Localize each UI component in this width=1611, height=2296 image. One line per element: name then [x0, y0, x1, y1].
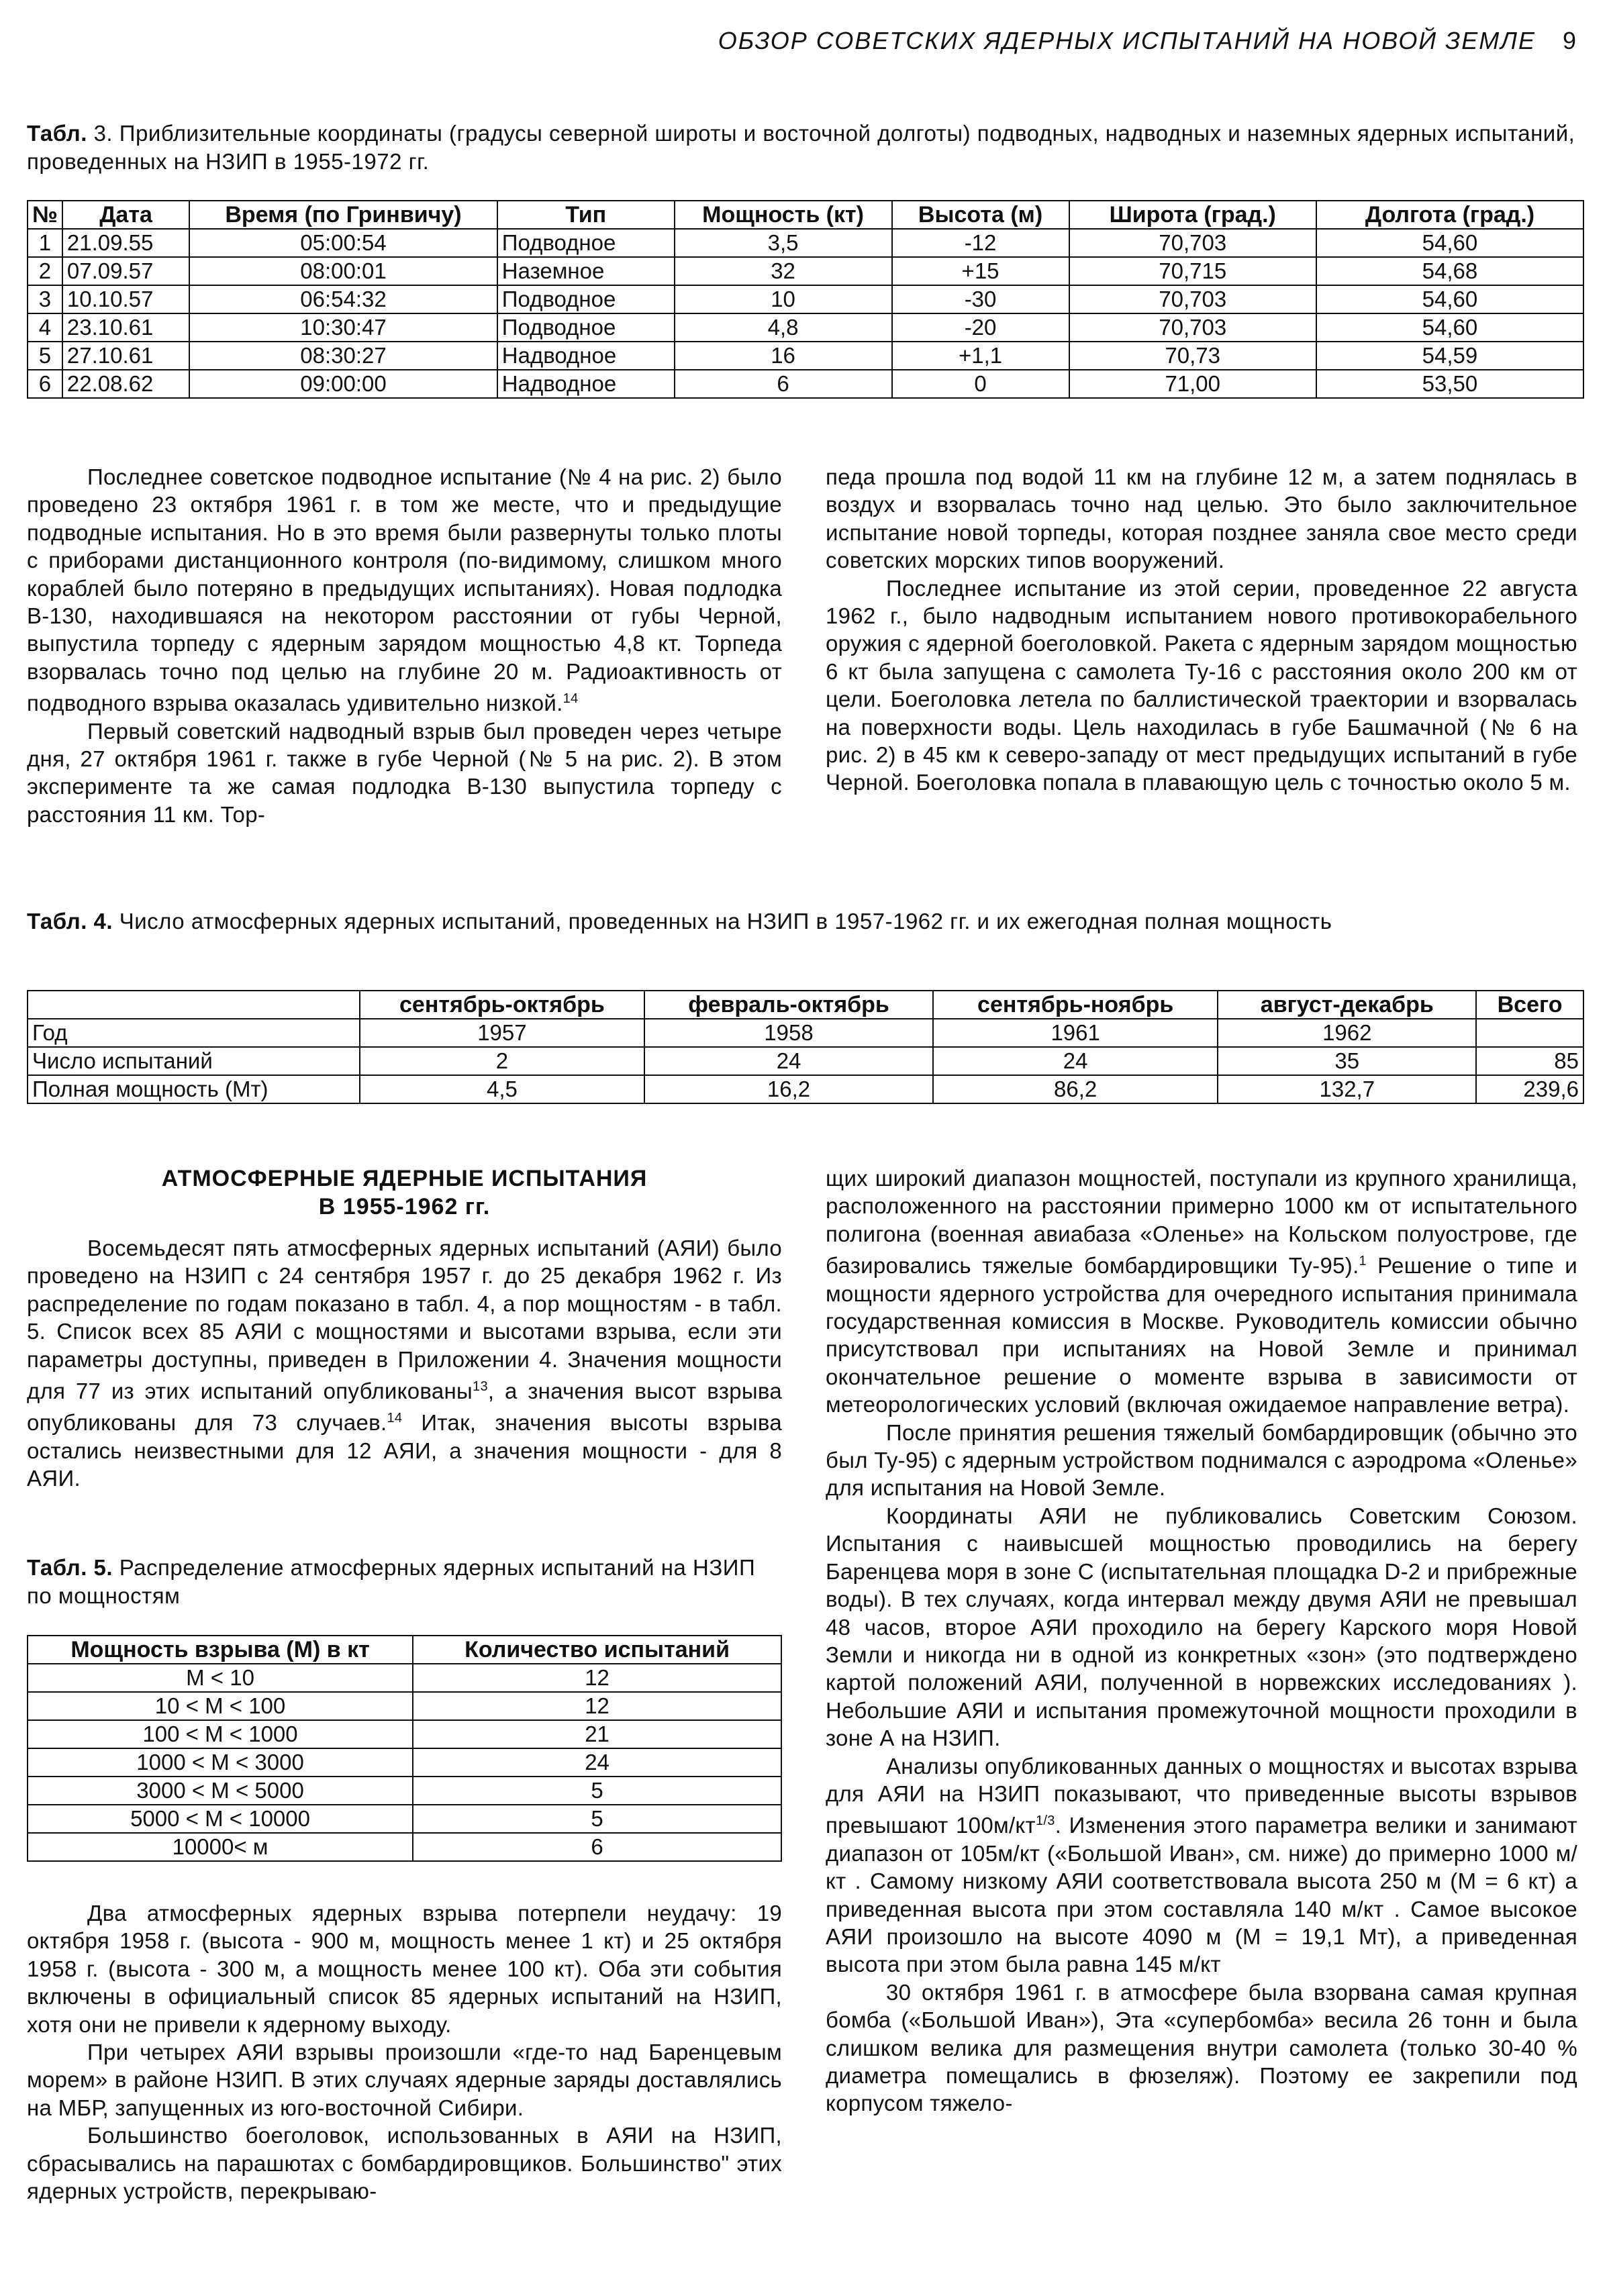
table-cell: 86,2	[933, 1075, 1218, 1103]
table-cell: 70,703	[1069, 313, 1316, 342]
table-cell: 6	[675, 370, 892, 398]
table-row	[28, 257, 1583, 285]
table3	[27, 200, 1584, 399]
running-header	[671, 27, 1577, 58]
table-cell: Подводное	[497, 313, 675, 342]
table5-caption-text: Распределение атмосферных ядерных испытаний на НЗИП по мощностям	[27, 1555, 756, 1608]
table-cell: 09:00:00	[189, 370, 497, 398]
column-header: Мощность (кт)	[675, 201, 892, 229]
table-cell: 12	[413, 1664, 781, 1692]
table-cell: 21	[413, 1720, 781, 1748]
table-cell: 2	[360, 1047, 645, 1075]
table-cell: 08:00:01	[189, 257, 497, 285]
footnote-ref: 1	[1359, 1254, 1367, 1269]
table-cell: 3000 < M < 5000	[28, 1777, 413, 1805]
column-header: Количество испытаний	[413, 1636, 781, 1664]
table-cell: 5000 < M < 10000	[28, 1805, 413, 1833]
table-row	[28, 1833, 781, 1861]
section2-right-column	[826, 1164, 1577, 2117]
table-cell: 10.10.57	[62, 285, 189, 313]
section-title	[27, 1164, 782, 1221]
paragraph-text: Первый советский надводный взрыв был проведен через четыре дня, 27 октября 1961 г. также в губе Черной (№ 5 на рис. 2). В этом эксперименте та же самая подлодка В-130 выпустила торпеду с расстояния 11 км. Тор-	[27, 718, 782, 827]
section2-intro-paragraph	[27, 1234, 782, 1493]
table-cell: 70,73	[1069, 342, 1316, 370]
table-cell: -30	[892, 285, 1069, 313]
table-row	[28, 313, 1583, 342]
paragraph	[826, 1752, 1577, 1979]
table-cell: 21.09.55	[62, 229, 189, 257]
column-header: август-декабрь	[1218, 991, 1476, 1019]
table-cell: Год	[28, 1019, 360, 1047]
table-cell: 16,2	[644, 1075, 933, 1103]
table-cell: 54,59	[1316, 342, 1583, 370]
paragraph	[826, 1419, 1577, 1502]
column-header: февраль-октябрь	[644, 991, 933, 1019]
table-cell: Подводное	[497, 285, 675, 313]
paragraph	[826, 575, 1577, 797]
table-cell: 53,50	[1316, 370, 1583, 398]
table5-label: Табл. 5.	[27, 1555, 113, 1580]
table-cell: 6	[28, 370, 62, 398]
section1-right-column	[826, 463, 1577, 797]
table3-header-row	[28, 201, 1583, 229]
table-cell: Наземное	[497, 257, 675, 285]
table-cell: 1957	[360, 1019, 645, 1047]
column-header: Дата	[62, 201, 189, 229]
table-cell: 2	[28, 257, 62, 285]
paragraph-text: Последнее испытание из этой серии, проведенное 22 августа 1962 г., было надводным испытанием нового противокорабельного оружия с ядерной боеголовкой. Ракета с ядерным зарядом мощностью 6 кт была запущена с самолета Ту-16 с расстояния около 200 км от цели. Боеголовка летела по баллистической траектории и взорвалась на поверхности воды. Цель находилась в губе Башмачной (№ 6 на рис. 2) в 45 км к северо-западу от мест предыдущих испытаний в губе Черной. Боеголовка попала в плавающую цель с точностью около 5 м.	[826, 575, 1577, 795]
paragraph-text: . Изменения этого параметра велики и занимают диапазон от 105м/кт («Большой Иван», см. ниже) до примерно 1000 м/кт . Самому низкому АЯИ соответствовала высота 250 м (М = 6 кт) а приведенная высота при этом составляла 140 м/кт . Самое высокое АЯИ произошло на высоте 4090 м (М = 19,1 Мт), а приведенная высота при этом была равна 145 м/кт	[826, 1813, 1577, 1977]
table-cell: 71,00	[1069, 370, 1316, 398]
column-header: Время (по Гринвичу)	[189, 201, 497, 229]
table-cell: 1000 < M < 3000	[28, 1748, 413, 1777]
table-row	[28, 342, 1583, 370]
table-cell: 24	[644, 1047, 933, 1075]
table-cell: 10000< м	[28, 1833, 413, 1861]
table-cell: 4,5	[360, 1075, 645, 1103]
table-row	[28, 229, 1583, 257]
table-cell: M < 10	[28, 1664, 413, 1692]
section-title-line2: В 1955-1962 гг.	[318, 1194, 491, 1219]
column-header: сентябрь-октябрь	[360, 991, 645, 1019]
footnote-ref: 13	[473, 1379, 488, 1395]
paragraph-text: 30 октября 1961 г. в атмосфере была взорвана самая крупная бомба («Большой Иван»), Эта «супербомба» весила 26 тонн и была слишком велика для размещения внутри самолета (только 30-40 % диаметра помещались в фюзеляж). Поэтому ее закрепили под корпусом тяжело-	[826, 1979, 1577, 2116]
table-row	[28, 1720, 781, 1748]
paragraph	[826, 1979, 1577, 2117]
table4-caption-text: Число атмосферных ядерных испытаний, проведенных на НЗИП в 1957-1962 гг. и их ежегодная полная мощность	[119, 909, 1332, 934]
table-cell: 23.10.61	[62, 313, 189, 342]
table-cell: Надводное	[497, 342, 675, 370]
paragraph-text: Большинство боеголовок, использованных в АЯИ на НЗИП, сбрасывались на парашютах с бомбардировщиков. Большинство" этих ядерных устройств, перекрываю-	[27, 2123, 782, 2204]
section1-left-column	[27, 463, 782, 828]
table3-label: Табл.	[27, 121, 87, 146]
table-row	[28, 285, 1583, 313]
table-cell: 07.09.57	[62, 257, 189, 285]
table-cell: 0	[892, 370, 1069, 398]
table-cell: +1,1	[892, 342, 1069, 370]
section-title-line1: АТМОСФЕРНЫЕ ЯДЕРНЫЕ ИСПЫТАНИЯ	[161, 1166, 648, 1191]
table-cell: 08:30:27	[189, 342, 497, 370]
table-row	[28, 370, 1583, 398]
table-cell: -20	[892, 313, 1069, 342]
table-cell: 24	[933, 1047, 1218, 1075]
paragraph-text: Два атмосферных ядерных взрыва потерпели неудачу: 19 октября 1958 г. (высота - 900 м, мощность менее 1 кт) и 25 октября 1958 г. (высота - 300 м, а мощность менее 100 кт). Оба эти события включены в официальный список 85 ядерных испытаний на НЗИП, хотя они не привели к ядерному выходу.	[27, 1901, 782, 2037]
table-row	[28, 1805, 781, 1833]
column-header: Мощность взрыва (М) в кт	[28, 1636, 413, 1664]
table-cell: 1962	[1218, 1019, 1476, 1047]
table-cell: 54,68	[1316, 257, 1583, 285]
table5	[27, 1635, 782, 1862]
table-cell: Подводное	[497, 229, 675, 257]
table-cell: 5	[28, 342, 62, 370]
table-cell: -12	[892, 229, 1069, 257]
table-row	[28, 1075, 1583, 1103]
section2-left-column	[27, 1164, 782, 1493]
table5-header-row	[28, 1636, 781, 1664]
table-cell: 1961	[933, 1019, 1218, 1047]
table-cell: 3	[28, 285, 62, 313]
table3-caption	[27, 119, 1584, 176]
table-cell: 54,60	[1316, 229, 1583, 257]
table3-number: 3.	[93, 121, 113, 146]
paragraph	[826, 463, 1577, 575]
column-header: Долгота (град.)	[1316, 201, 1583, 229]
table-cell	[1476, 1019, 1583, 1047]
table-cell: 5	[413, 1805, 781, 1833]
table-cell: 100 < M < 1000	[28, 1720, 413, 1748]
paragraph	[27, 1899, 782, 2038]
paragraph	[27, 717, 782, 829]
table-row	[28, 1664, 781, 1692]
table-cell: 4,8	[675, 313, 892, 342]
table-row	[28, 1019, 1583, 1047]
column-header: Всего	[1476, 991, 1583, 1019]
intro-text-1: Восемьдесят пять атмосферных ядерных испытаний (АЯИ) было проведено на НЗИП с 24 сентября 1957 г. до 25 декабря 1962 г. Из распределение по годам показано в табл. 4, а пор мощностям - в табл. 5. Список всех 85 АЯИ с мощностями и высотами взрыва, если эти параметры доступны, приведен в Приложении 4. Значения мощности для 77 из этих испытаний опубликованы	[27, 1236, 782, 1404]
table-cell: 4	[28, 313, 62, 342]
table-cell: Число испытаний	[28, 1047, 360, 1075]
paragraph-text: Анализы опубликованных данных о мощностях и высотах взрыва для АЯИ на НЗИП показывают, что приведенные высоты взрывов превышают 100м/кт	[826, 1753, 1577, 1838]
table-cell: 32	[675, 257, 892, 285]
intro-text-2: , а значения высот взрыва опубликованы для 73 случаев.	[27, 1379, 782, 1436]
table-cell: 5	[413, 1777, 781, 1805]
table-cell: 239,6	[1476, 1075, 1583, 1103]
table4-body	[28, 1019, 1583, 1103]
table4-caption	[27, 907, 1584, 936]
table-cell: 54,60	[1316, 313, 1583, 342]
table-row	[28, 1692, 781, 1720]
table-cell: 05:00:54	[189, 229, 497, 257]
table-cell: 1	[28, 229, 62, 257]
table3-body	[28, 229, 1583, 398]
paragraph	[27, 2122, 782, 2205]
intro-text-3: Итак, значения высоты взрыва остались неизвестными для 12 АЯИ, а значения мощности - для 8 АЯИ.	[27, 1410, 782, 1491]
column-header: №	[28, 201, 62, 229]
table-cell: Полная мощность (Мт)	[28, 1075, 360, 1103]
table-cell: 70,715	[1069, 257, 1316, 285]
table-cell: 54,60	[1316, 285, 1583, 313]
table-cell: Надводное	[497, 370, 675, 398]
paragraph-text: педа прошла под водой 11 км на глубине 12 м, а затем поднялась в воздух и взорвалась точно над целью. Это было заключительное испытание новой торпеды, которая позднее заняла свое место среди советских морских типов вооружений.	[826, 464, 1577, 573]
column-header: Тип	[497, 201, 675, 229]
table-cell: 3,5	[675, 229, 892, 257]
table-row	[28, 1047, 1583, 1075]
section2-left-column-continued	[27, 1899, 782, 2205]
page-number: 9	[1562, 27, 1577, 54]
table-cell: 24	[413, 1748, 781, 1777]
table-cell: 70,703	[1069, 229, 1316, 257]
paragraph	[27, 2038, 782, 2122]
footnote-ref: 14	[387, 1411, 403, 1426]
paragraph	[826, 1502, 1577, 1752]
paragraph-text: Координаты АЯИ не публиковались Советским Союзом. Испытания с наивысшей мощностью проводились на берегу Баренцева моря в зоне С (испытательная площадка D-2 и прибрежные воды). В тех случаях, когда интервал между двумя АЯИ не превышал 48 часов, второе АЯИ проходило на берегу Карского моря Новой Земли и никогда ни в одной из конкретных «зон» (это подтверждено картой положений АЯИ, полученной в норвежских исследованиях ). Небольшие АЯИ и испытания промежуточной мощности проходили в зоне А на НЗИП.	[826, 1503, 1577, 1751]
table-cell: 06:54:32	[189, 285, 497, 313]
table-row	[28, 1748, 781, 1777]
table4-label: Табл. 4.	[27, 909, 113, 934]
paragraph	[27, 463, 782, 717]
column-header: Широта (град.)	[1069, 201, 1316, 229]
table4	[27, 990, 1584, 1104]
header-title: ОБЗОР СОВЕТСКИХ ЯДЕРНЫХ ИСПЫТАНИЙ НА НОВОЙ ЗЕМЛЕ	[718, 27, 1536, 54]
table-cell: 6	[413, 1833, 781, 1861]
column-header	[28, 991, 360, 1019]
footnote-ref: 14	[563, 691, 579, 707]
footnote-ref: 1/3	[1035, 1813, 1055, 1829]
paragraph	[826, 1164, 1577, 1419]
table-cell: 27.10.61	[62, 342, 189, 370]
table-cell: 85	[1476, 1047, 1583, 1075]
table-cell: 35	[1218, 1047, 1476, 1075]
table-row	[28, 1777, 781, 1805]
table5-body	[28, 1664, 781, 1861]
table-cell: 16	[675, 342, 892, 370]
column-header: Высота (м)	[892, 201, 1069, 229]
table-cell: 12	[413, 1692, 781, 1720]
paragraph-text: щих широкий диапазон мощностей, поступали из крупного хранилища, расположенного на расстоянии примерно 1000 км от испытательного полигона (военная авиабаза «Оленье» на Кольском полуострове, где базировались тяжелые бомбардировщики Ту-95).	[826, 1166, 1577, 1279]
table4-header-row	[28, 991, 1583, 1019]
paragraph-text: После принятия решения тяжелый бомбардировщик (обычно это был Ту-95) с ядерным устройством поднимался с аэродрома «Оленье» для испытания на Новой Земле.	[826, 1419, 1577, 1501]
table5-caption	[27, 1554, 782, 1610]
column-header: сентябрь-ноябрь	[933, 991, 1218, 1019]
paragraph-text: Последнее советское подводное испытание (№ 4 на рис. 2) было проведено 23 октября 1961 г. в том же месте, что и предыдущие подводные испытания. Но в это время были развернуты только плоты с приборами дистанционного контроля (по-видимому, слишком много кораблей было потеряно в предыдущих испытаниях). Новая подлодка В-130, находившаяся на некотором расстоянии от губы Черной, выпустила торпеду с ядерным зарядом мощностью 4,8 кт. Торпеда взорвалась точно под целью на глубине 20 м. Радиоактивность от подводного взрыва оказалась удивительно низкой.	[27, 464, 782, 716]
table-cell: 132,7	[1218, 1075, 1476, 1103]
table-cell: 22.08.62	[62, 370, 189, 398]
table-cell: 10	[675, 285, 892, 313]
table-cell: 10:30:47	[189, 313, 497, 342]
table-cell: 10 < M < 100	[28, 1692, 413, 1720]
paragraph-text: При четырех АЯИ взрывы произошли «где-то над Баренцевым морем» в районе НЗИП. В этих случаях ядерные заряды доставлялись на МБР, запущенных из юго-восточной Сибири.	[27, 2040, 782, 2120]
paragraph-text: Решение о типе и мощности ядерного устройства для очередного испытания принимала государственная комиссия в Москве. Руководитель комиссии обычно присутствовал при испытаниях на Новой Земле и принимал окончательное решение о моменте взрыва в зависимости от метеорологических условий (включая ожидаемое направление ветра).	[826, 1253, 1577, 1417]
table3-caption-text: Приблизительные координаты (градусы северной широты и восточной долготы) подводных, надводных и наземных ядерных испытаний, проведенных на НЗИП в 1955-1972 гг.	[27, 121, 1575, 174]
table-cell: +15	[892, 257, 1069, 285]
table-cell: 70,703	[1069, 285, 1316, 313]
table-cell: 1958	[644, 1019, 933, 1047]
